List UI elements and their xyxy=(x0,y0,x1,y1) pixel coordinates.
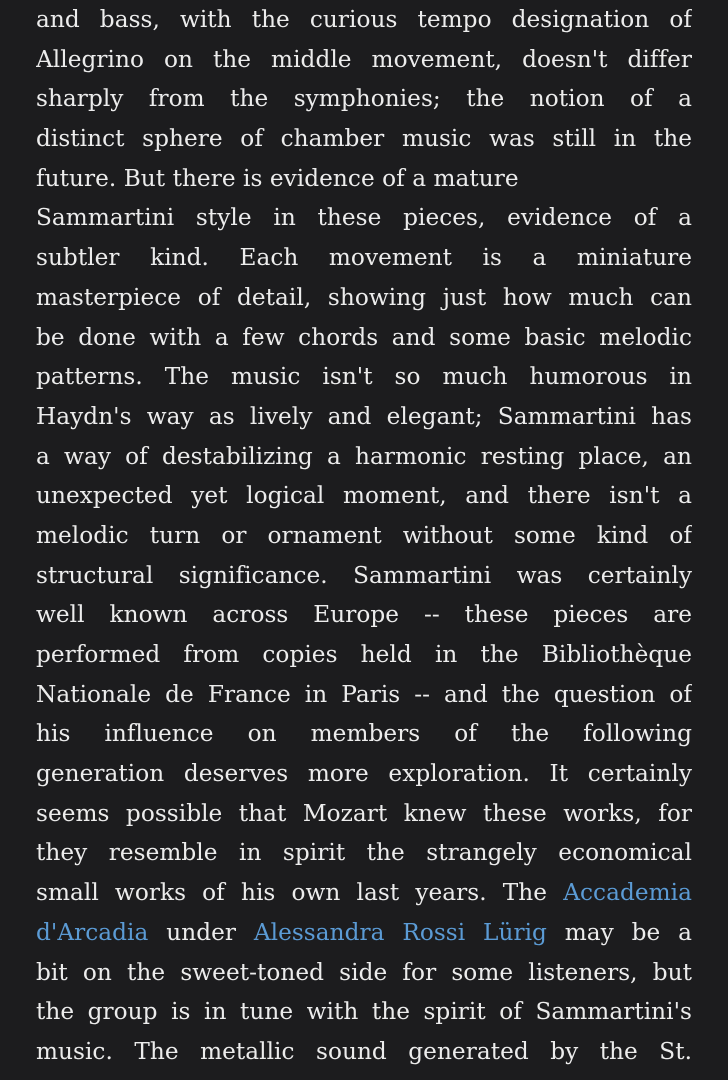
text-run: under xyxy=(148,918,254,946)
text-line: patterns. The music isn't so much humorous in xyxy=(36,363,692,391)
text-line: unexpected yet logical moment, and there isn't a xyxy=(36,482,692,510)
text-line: bit on the sweet-toned side for some listeners, but xyxy=(36,958,692,986)
text-line: well known across Europe -- these pieces are xyxy=(36,601,692,629)
text-line: be done with a few chords and some basic melodic xyxy=(36,323,692,351)
text-line: distinct sphere of chamber music was still in the xyxy=(36,125,692,153)
text-line: Allegrino on the middle movement, doesn't differ xyxy=(36,45,692,73)
text-line: Nationale de France in Paris -- and the question of xyxy=(36,680,692,708)
text-line: subtler kind. Each movement is a miniature xyxy=(36,244,692,272)
article-body xyxy=(36,0,692,1072)
text-line: generation deserves more exploration. It certainly xyxy=(36,760,692,788)
text-line: Haydn's way as lively and elegant; Sammartini has xyxy=(36,402,692,430)
text-line: sharply from the symphonies; the notion of a xyxy=(36,85,692,113)
text-line-with-links xyxy=(36,913,692,953)
text-line: Sammartini style in these pieces, evidence of a xyxy=(36,204,692,232)
text-line: his influence on members of the following xyxy=(36,720,692,748)
text-line: and bass, with the curious tempo designation of xyxy=(36,6,692,33)
text-line: masterpiece of detail, showing just how much can xyxy=(36,283,692,311)
text-run: may be a xyxy=(546,918,692,946)
text-line: music. The metallic sound generated by the St. xyxy=(36,1037,692,1065)
text-line: future. But there is evidence of a mature xyxy=(36,164,519,192)
text-line: they resemble in spirit the strangely economical xyxy=(36,839,692,867)
text-line: structural significance. Sammartini was certainly xyxy=(36,561,692,589)
text-line: performed from copies held in the Bibliothèque xyxy=(36,641,692,668)
link-alessandra-rossi-lurig[interactable]: Alessandra Rossi Lürig xyxy=(253,918,547,946)
text-line: the group is in tune with the spirit of Sammartini's xyxy=(36,998,692,1026)
text-line: melodic turn or ornament without some kind of xyxy=(36,521,692,549)
text-line: a way of destabilizing a harmonic resting place, an xyxy=(36,442,692,470)
text-line: seems possible that Mozart knew these works, for xyxy=(36,799,692,827)
text-run: small works of his own last years. The xyxy=(36,879,564,907)
link-accademia-darcadia[interactable]: d'Arcadia xyxy=(36,918,149,946)
link-accademia[interactable]: Accademia xyxy=(563,879,692,907)
text-line-with-link xyxy=(36,873,692,913)
